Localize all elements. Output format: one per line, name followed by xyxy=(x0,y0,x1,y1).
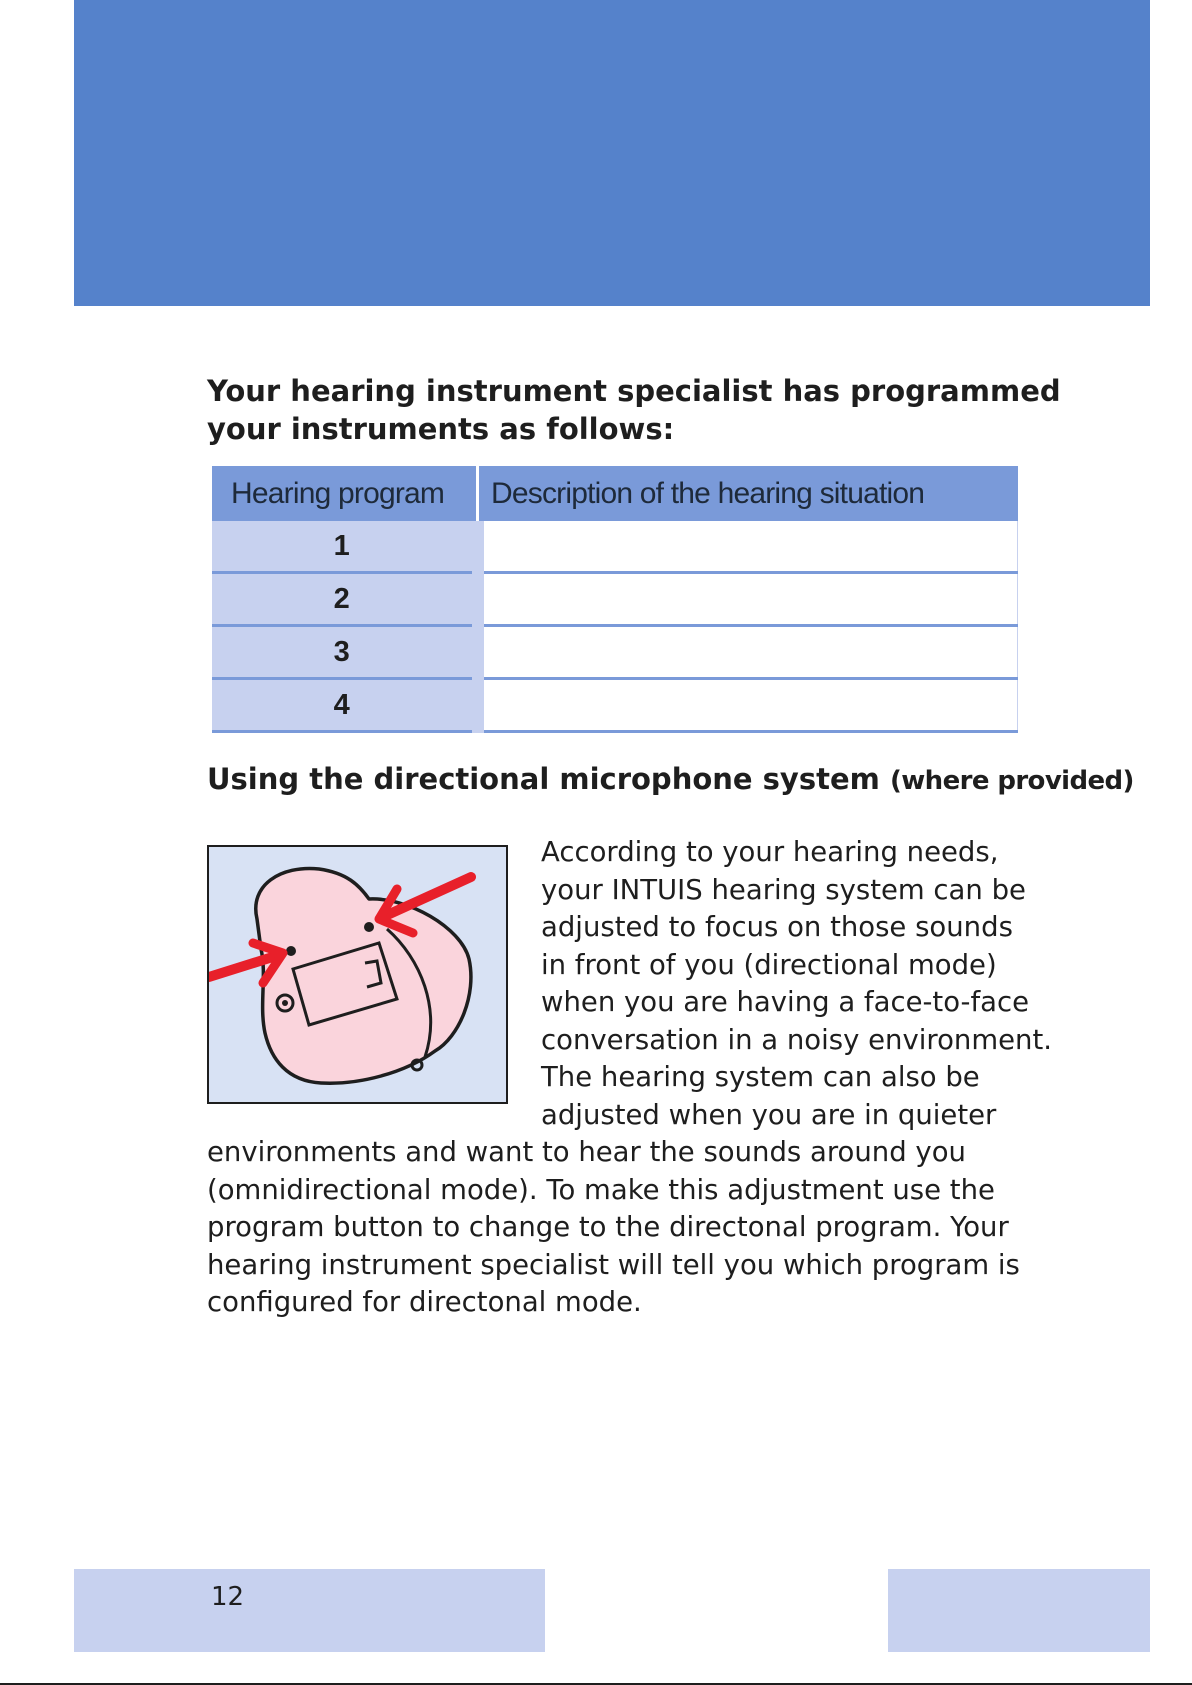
paragraph-right-column xyxy=(541,834,1052,1134)
program-number: 3 xyxy=(212,626,478,679)
text-line: configured for directonal mode. xyxy=(207,1286,642,1318)
intro-line-2: your instruments as follows: xyxy=(207,412,675,446)
text-line: adjusted when you are in quieter xyxy=(541,1098,997,1131)
text-line: in front of you (directional mode) xyxy=(541,948,997,981)
text-line: your INTUIS hearing system can be xyxy=(541,873,1026,906)
description-cell xyxy=(478,679,1018,732)
description-cell xyxy=(478,626,1018,679)
paragraph-full-width xyxy=(207,1134,1020,1322)
footer-bar-left xyxy=(74,1569,545,1652)
table-header-row xyxy=(212,466,1018,521)
intro-line-1: Your hearing instrument specialist has programmed xyxy=(207,374,1061,408)
text-line: adjusted to focus on those sounds xyxy=(541,911,1013,943)
table-row xyxy=(212,679,1018,732)
text-line: environments and want to hear the sounds around you xyxy=(207,1136,966,1168)
intro-heading xyxy=(207,372,1107,448)
text-line: when you are having a face-to-face xyxy=(541,986,1030,1018)
text-line: conversation in a noisy environment. xyxy=(541,1023,1052,1056)
footer-bar-right xyxy=(888,1569,1150,1652)
header-description: Description of the hearing situation xyxy=(478,466,1018,521)
section-subtitle: (where provided) xyxy=(889,766,1134,796)
text-line: According to your hearing needs, xyxy=(541,836,999,868)
text-line: (omnidirectional mode). To make this adjustment use the xyxy=(207,1173,995,1206)
page-number: 12 xyxy=(211,1582,245,1612)
section-title: Using the directional microphone system xyxy=(207,762,880,796)
header-hearing-program: Hearing program xyxy=(212,466,478,521)
hearing-aid-illustration xyxy=(207,845,508,1104)
table-row xyxy=(212,626,1018,679)
program-number: 2 xyxy=(212,573,478,626)
text-line: hearing instrument specialist will tell you which program is xyxy=(207,1248,1020,1281)
program-number: 1 xyxy=(212,521,478,573)
table-row xyxy=(212,521,1018,573)
description-cell xyxy=(478,521,1018,573)
program-number: 4 xyxy=(212,679,478,732)
top-banner xyxy=(74,0,1150,306)
hearing-program-table xyxy=(212,466,1018,733)
text-line: The hearing system can also be xyxy=(541,1061,980,1093)
table-row xyxy=(212,573,1018,626)
section-heading xyxy=(207,760,1134,800)
description-cell xyxy=(478,573,1018,626)
hearing-aid-microphone-icon xyxy=(209,847,506,1102)
text-line: program button to change to the directonal program. Your xyxy=(207,1211,1009,1243)
